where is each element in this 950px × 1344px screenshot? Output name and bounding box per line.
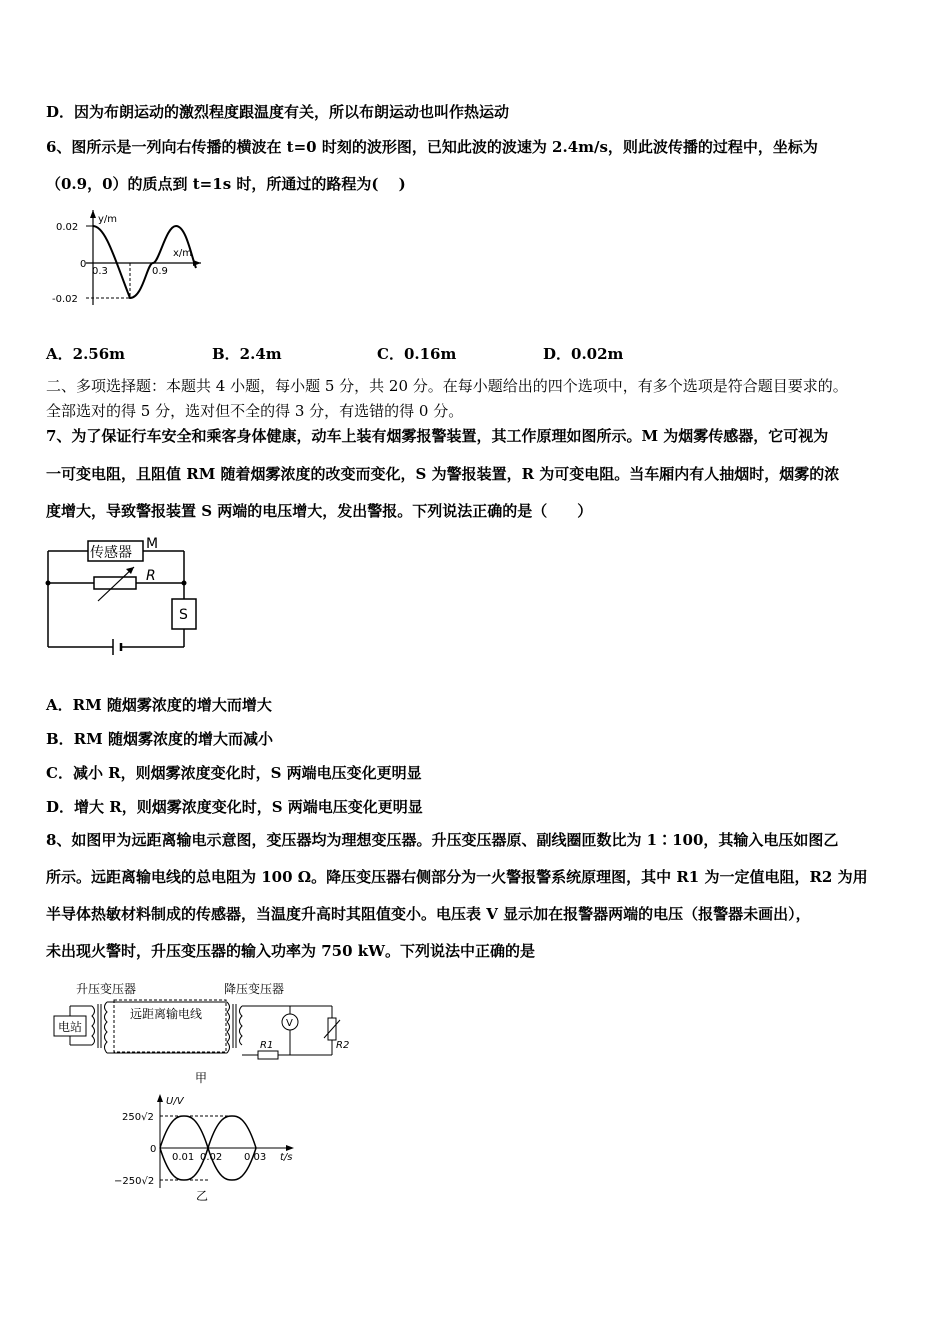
q7-stem-line3: 度增大，导致警报装置 S 两端的电压增大，发出警报。下列说法正确的是（ ） [46, 502, 593, 520]
q6-graph-y-top: 0.02 [56, 222, 79, 233]
q7-option-b: B．RM 随烟雾浓度的增大而减小 [46, 730, 273, 748]
q8-voltmeter-label: V [286, 1018, 293, 1029]
q8-t2: 0.02 [200, 1152, 223, 1163]
q6-option-b: B．2.4m [212, 345, 282, 363]
q7-r-label: R [146, 568, 156, 584]
section2-line2: 全部选对的得 5 分，选对但不全的得 3 分，有选错的得 0 分。 [46, 402, 464, 420]
q7-option-d: D．增大 R，则烟雾浓度变化时，S 两端电压变化更明显 [46, 798, 423, 816]
q8-stem-line1: 8、如图甲为远距离输电示意图，变压器均为理想变压器。升压变压器原、副线圈匝数比为 1∶100，其输入电压如图乙 [46, 831, 839, 849]
q6-graph-x1: 0.3 [92, 266, 108, 277]
q6-graph-x-label: x/m [173, 248, 193, 259]
q7-circuit-diagram [46, 535, 206, 660]
q8-station-label: 电站 [58, 1020, 83, 1034]
q7-s-label: S [179, 607, 188, 623]
q8-u-max: 250√2 [122, 1112, 154, 1123]
q6-option-a: A．2.56m [46, 345, 126, 363]
q8-t1: 0.01 [172, 1152, 195, 1163]
q7-stem-line2: 一可变电阻，且阻值 RM 随着烟雾浓度的改变而变化，S 为警报装置，R 为可变电阻。当车厢内有人抽烟时，烟雾的浓 [46, 465, 840, 483]
q8-u-min: −250√2 [114, 1176, 155, 1187]
q8-fig-transmission [52, 978, 352, 1088]
q7-stem-line1: 7、为了保证行车安全和乘客身体健康，动车上装有烟雾报警装置，其工作原理如图所示。M 为烟雾传感器，它可视为 [46, 427, 829, 445]
q8-stem-line4: 未出现火警时，升压变压器的输入功率为 750 kW。下列说法中正确的是 [46, 942, 535, 960]
q7-m-label: M [146, 536, 159, 552]
q8-fig-voltage-graph [112, 1092, 302, 1207]
q8-stem-line3: 半导体热敏材料制成的传感器，当温度升高时其阻值变小。电压表 V 显示加在报警器两端的电压（报警器未画出）， [46, 905, 811, 923]
q5-option-d: D．因为布朗运动的激烈程度跟温度有关，所以布朗运动也叫作热运动 [46, 103, 510, 121]
q8-step-up-label: 升压变压器 [76, 982, 137, 996]
q8-stem-line2: 所示。远距离输电线的总电阻为 100 Ω。降压变压器右侧部分为一火警报警系统原理图，其中 R1 为一定值电阻，R2 为用 [46, 868, 868, 886]
q8-caption-yi: 乙 [196, 1189, 209, 1203]
q8-u-label: U/V [166, 1096, 184, 1107]
q6-graph-y-label: y/m [98, 214, 118, 225]
q6-graph-y-bottom: -0.02 [52, 294, 78, 305]
q6-stem-line2: （0.9，0）的质点到 t=1s 时，所通过的路程为( ) [46, 175, 406, 193]
q8-step-down-label: 降压变压器 [224, 982, 285, 996]
q6-graph-y-zero: 0 [80, 259, 87, 270]
q7-option-c: C．减小 R，则烟雾浓度变化时，S 两端电压变化更明显 [46, 764, 422, 782]
q6-option-d: D．0.02m [543, 345, 624, 363]
q8-r1-label: R1 [260, 1040, 274, 1051]
q6-graph-x2: 0.9 [152, 266, 168, 277]
q6-wave-graph [46, 210, 211, 310]
q8-r2-label: R2 [336, 1040, 350, 1051]
section2-line1: 二、多项选择题：本题共 4 小题，每小题 5 分，共 20 分。在每小题给出的四个选项中，有多个选项是符合题目要求的。 [46, 377, 848, 395]
q7-sensor-label: 传感器 [90, 545, 132, 561]
q6-option-c: C．0.16m [377, 345, 457, 363]
q6-stem-line1: 6、图所示是一列向右传播的横波在 t=0 时刻的波形图，已知此波的波速为 2.4m/s，则此波传播的过程中，坐标为 [46, 138, 818, 156]
q8-t-label: t/s [280, 1152, 293, 1163]
q7-option-a: A．RM 随烟雾浓度的增大而增大 [46, 696, 272, 714]
q8-line-label: 远距离输电线 [130, 1007, 203, 1021]
q8-caption-jia: 甲 [195, 1071, 208, 1085]
q8-t3: 0.03 [244, 1152, 267, 1163]
q8-u-zero: 0 [150, 1144, 157, 1155]
